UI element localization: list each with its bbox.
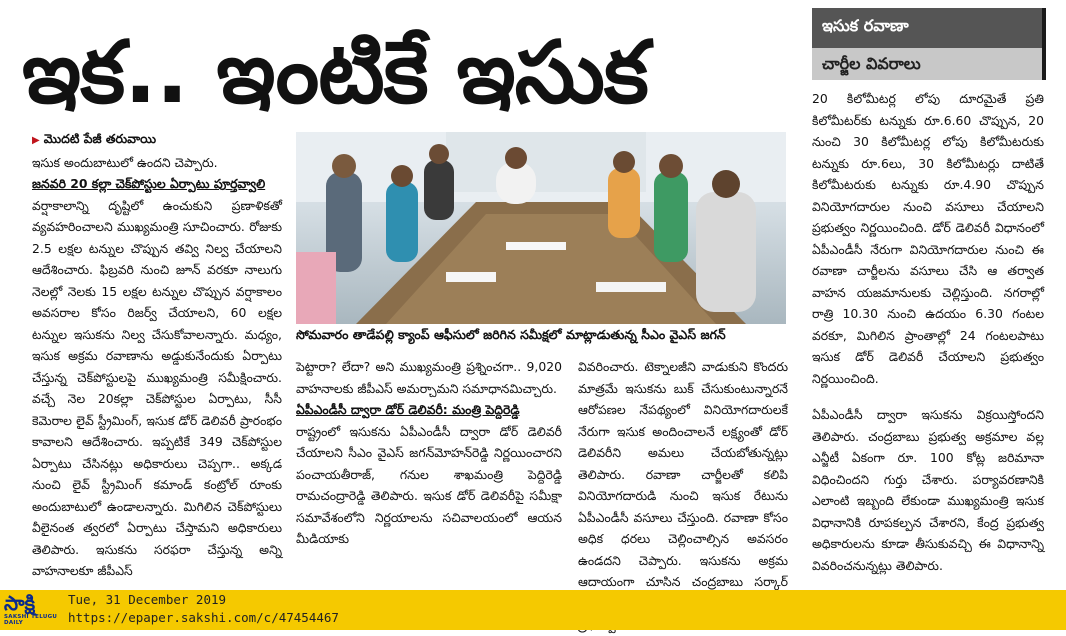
logo-subtext: SAKSHI TELUGU DAILY: [4, 614, 58, 626]
photo-caption: సోమవారం తాడేపల్లి క్యాంప్ ఆఫీసులో జరిగిన సమీక్షలో మాట్లాడుతున్న సీఎం వైఎస్ జగన్: [296, 327, 726, 342]
edition-date: Tue, 31 December 2019: [68, 592, 227, 607]
headline-text: ఇక.. ఇంటికే ఇసుక: [22, 23, 648, 123]
article-paragraph: పెట్టారా? లేదా? అని ముఖ్యమంత్రి ప్రశ్నించగా.. 9,020 వాహనాలకు జీపీఎస్ అమర్చామని సమాధానమిచ్చారు.: [296, 359, 562, 396]
epaper-url[interactable]: https://epaper.sakshi.com/c/47454467: [68, 610, 339, 625]
subheading-checkposts: జనవరి 20 కల్లా చెక్‌పోస్టుల ఏర్పాటు పూర్తవ్వాలి: [32, 176, 266, 191]
meeting-photo-illustration: [296, 132, 786, 324]
sakshi-logo: [4, 592, 62, 626]
article-column-2: [296, 356, 562, 550]
subheading-door-delivery: ఏపీఎండీసీ ద్వారా డోర్ డెలివరీ: మంత్రి పెద్దిరెడ్డి: [296, 402, 520, 417]
sidebar-column-continued: [812, 404, 1044, 576]
sidebar-title-box: [812, 8, 1044, 80]
sidebar-paragraph: 20 కిలోమీటర్ల లోపు దూరమైతే ప్రతి కిలోమీటర్‌కు టన్నుకు రూ.6.60 చొప్పున, 20 నుంచి 30 కిలోమీటర్ల లోపు కిలోమీటరుకు టన్నుకు రూ.6లు, 30 కిలోమీటర్లు దాటితే కిలోమీటరుకు టన్నుకు రూ.4.90 చొప్పున వినియోగదారుల నుంచి వసూలు చేయాలని ప్రభుత్వం నిర్ణయించింది. డోర్ డెలివరీ విధానంలో ఏపీఎండీసీ నేరుగా వినియోగదారుల నుంచి ఈ రవాణా చార్జీలను వసూలు చేసి ఆ తర్వాత వాహన యజమానులకు చెల్లిస్తుంది. నగరాల్లో రాత్రి 10.30 నుంచి ఉదయం 6.30 గంటల వరకూ, మిగిలిన ప్రాంతాల్లో 24 గంటలపాటు ఇసుక డోర్ డెలివరీ చేయాలని ప్రభుత్వం నిర్ణయించింది.: [812, 91, 1044, 386]
article-paragraph: రాష్ట్రంలో ఇసుకను ఏపీఎండీసీ ద్వారా డోర్ డెలివరీ చేయాలని సీఎం వైఎస్ జగన్‌మోహన్‌రెడ్డి నిర్ణయించారని పంచాయతీరాజ్, గనుల శాఖమంత్రి పెద్దిరెడ్డి రామచంద్రారెడ్డి తెలిపారు. ఇసుక డోర్ డెలివరీపై సమీక్షా సమావేశంలోని నిర్ణయాలను సచివాలయంలో ఆయన మీడియాకు: [296, 423, 562, 546]
triangle-right-icon: ▶: [32, 135, 40, 146]
article-column-1: [32, 128, 282, 582]
sidebar-title-line2: చార్జీల వివరాలు: [812, 48, 1044, 80]
article-paragraph: ఇసుక అందుబాటులో ఉందని చెప్పారు.: [32, 154, 218, 170]
sidebar-column-charges: [812, 88, 1044, 389]
article-paragraph: వర్షాకాలాన్ని దృష్టిలో ఉంచుకుని ప్రణాళికతో వ్యవహరించాలని ముఖ్యమంత్రి సూచించారు. రోజుకు 2.5 లక్షల టన్నుల చొప్పున తవ్వి నిల్వ చేయాలని ఆదేశించారు. ఫిబ్రవరి నుంచి జూన్ వరకూ నాలుగు నెలల్లో నెలకు 15 లక్షల టన్నుల చొప్పున వర్షాకాలం అవసరాల కోసం రిజర్వ్ చేయాలని, 60 లక్షల టన్నుల ఇసుకను నిల్వ చేసుకోవాలన్నారు. మధ్యం, ఇసుక అక్రమ రవాణాను అడ్డుకునేందుకు ఏర్పాటు చేస్తున్న చెక్‌పోస్టులపై ముఖ్యమంత్రి సమీక్షించారు. వచ్చే నెల 20కల్లా చెక్‌పోస్టుల ఏర్పాటు, సీసీ కెమెరాల లైవ్ స్ట్రీమింగ్, ఇసుక డోర్ డెలివరీ ప్రారంభం కావాలని ఆదేశించారు. ఇప్పటికే 349 చెక్‌పోస్టుల ఏర్పాటు చేసినట్లు అధికారులు చెప్పగా.. అక్కడ నుంచి లైవ్ స్ట్రీమింగ్ కమాండ్ కంట్రోల్ రూంకు అందుబాటులో ఉండాలన్నారు. మిగిలిన చెక్‌పోస్టులు వీలైనంత త్వరలో ఏర్పాటు చేస్తామని అధికారులు తెలిపారు. ఇసుకను సరఫరా చేస్తున్న అన్ని వాహనాలకూ జీపీఎస్: [32, 197, 282, 578]
continued-label: మొదటి పేజీ తరువాయి: [43, 131, 157, 146]
logo-text: సాక్షి: [4, 591, 36, 615]
sidebar-title-strip: [1042, 8, 1046, 80]
article-paragraph: వివరించారు. టెక్నాలజీని వాడుకుని కొందరు మాత్రమే ఇసుకను బుక్ చేసుకుంటున్నారనే ఆరోపణల నేపథ్యంలో వినియోగదారులకే నేరుగా ఇసుక అందించాలనే లక్ష్యంతో డోర్ డెలివరీని అమలు చేయబోతున్నట్లు తెలిపారు. రవాణా చార్జీలతో కలిపి వినియోగదారుడి నుంచి ఇసుక రేటును ఏపీఎండీసీ వసూలు చేస్తుంది. రవాణా కోసం అధిక ధరలు చెల్లించాల్సిన అవసరం ఉండదని చెప్పారు. ఇసుకను అక్రమ ఆదాయంగా చూసిన చంద్రబాబు సర్కార్: [578, 359, 788, 589]
sidebar-paragraph: ఏపీఎండీసీ ద్వారా ఇసుకను విక్రయిస్తోందని తెలిపారు. చంద్రబాబు ప్రభుత్వ అక్రమాల వల్ల ఎన్జీటీ ఏకంగా రూ. 100 కోట్ల జరిమానా విధించిందని గుర్తు చేశారు. పర్యావరణానికి ఎలాంటి ఇబ్బంది లేకుండా ముఖ్యమంత్రి ఇసుక విధానానికి రూపకల్పన చేశారని, కేంద్ర ప్రభుత్వ అధికారులను కూడా తీసుకువచ్చి ఈ విధానాన్ని వివరించనున్నట్లు తెలిపారు.: [812, 407, 1044, 573]
sidebar-title-line1: ఇసుక రవాణా: [822, 16, 909, 35]
news-photo: [296, 132, 786, 324]
headline: [22, 18, 802, 128]
continued-from-front-page: [32, 128, 282, 152]
epaper-footer: [0, 590, 1066, 630]
